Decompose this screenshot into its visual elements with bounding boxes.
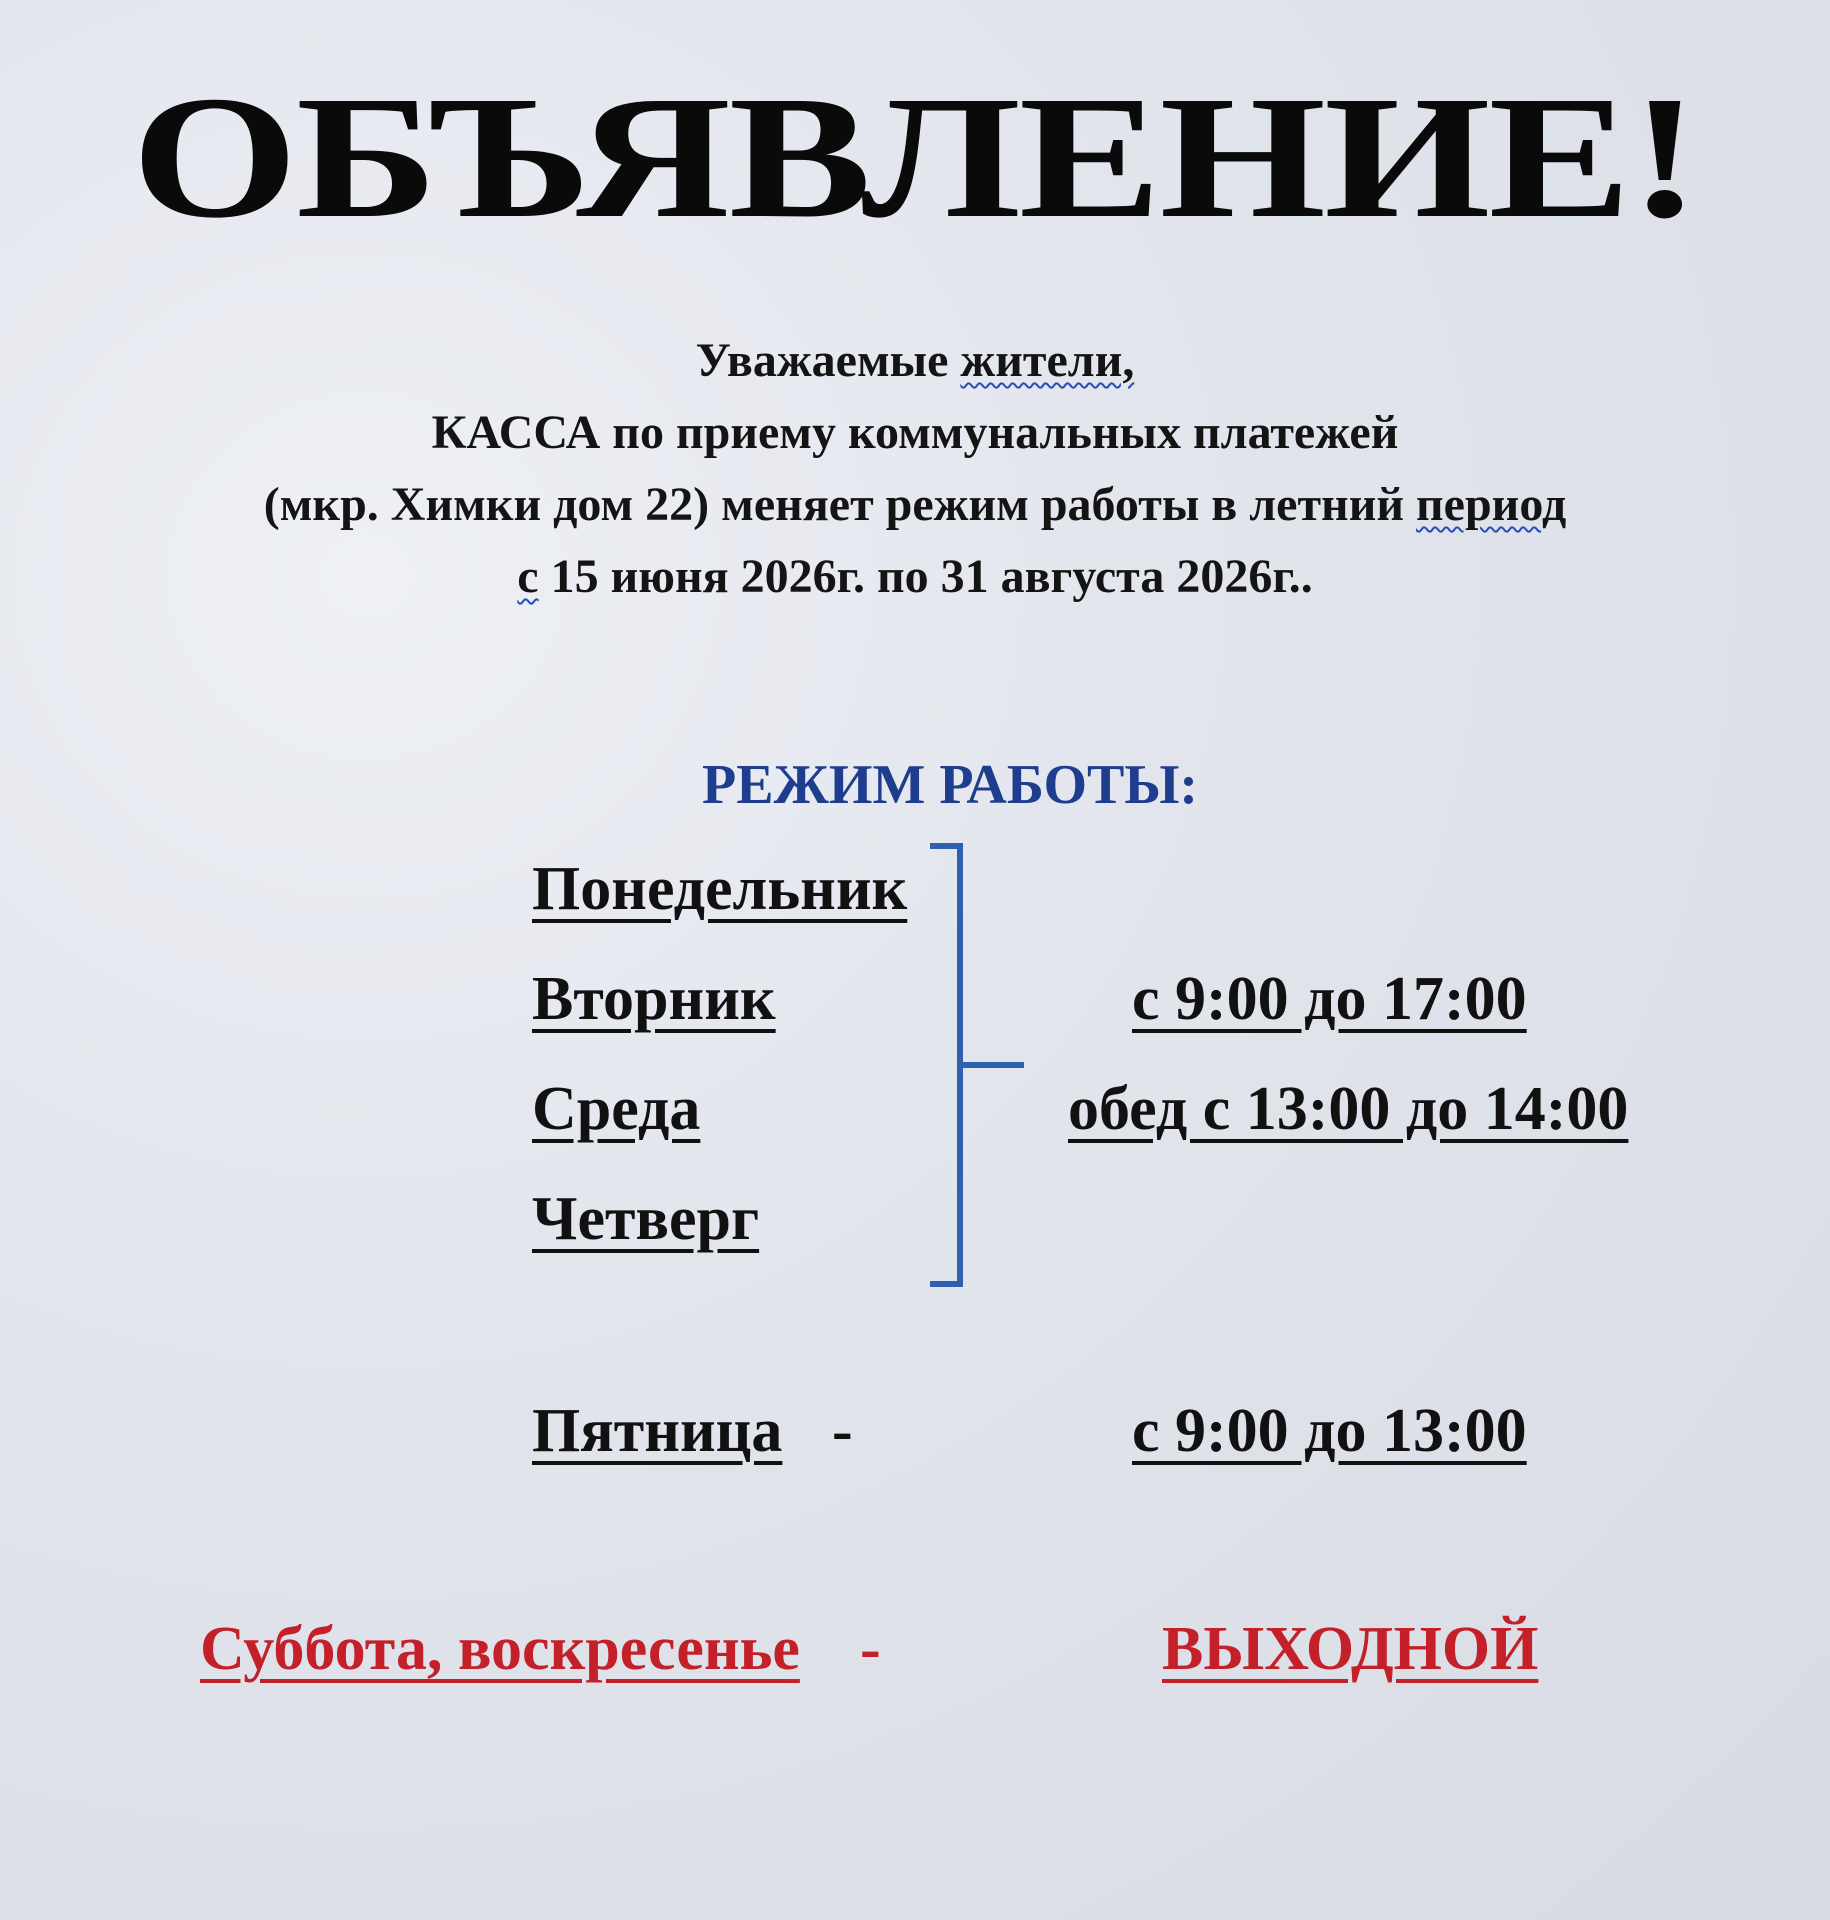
day-monday: Понедельник (532, 855, 908, 923)
greeting-line (0, 334, 1830, 387)
address-marked-word: период (1416, 478, 1567, 531)
schedule-heading: РЕЖИМ РАБОТЫ: (701, 754, 1198, 816)
friday-dash: - (832, 1397, 853, 1465)
friday-hours: с 9:00 до 13:00 (1132, 1397, 1527, 1465)
day-tuesday: Вторник (532, 965, 776, 1033)
weekend-days: Суббота, воскресенье (200, 1615, 800, 1683)
period-marked-word: с (517, 550, 539, 603)
weekend-status: ВЫХОДНОЙ (1162, 1615, 1539, 1683)
weekday-lunch: обед с 13:00 до 14:00 (1068, 1075, 1629, 1143)
greeting-text: Уважаемые (695, 334, 961, 387)
announcement-title: ОБЪЯВЛЕНИЕ! (131, 60, 1699, 255)
weekday-hours: с 9:00 до 17:00 (1132, 965, 1527, 1033)
period-line (0, 550, 1830, 603)
weekday-bracket (920, 840, 1030, 1290)
day-wednesday: Среда (532, 1075, 701, 1143)
address-text: (мкр. Химки дом 22) меняет режим работы в летний (263, 478, 1417, 531)
cashier-line: КАССА по приему коммунальных платежей (431, 406, 1399, 459)
greeting-marked-word: жители, (960, 334, 1135, 387)
day-thursday: Четверг (532, 1185, 760, 1253)
address-line (0, 478, 1830, 531)
weekend-dash: - (860, 1615, 881, 1683)
period-text: 15 июня 2026г. по 31 августа 2026г.. (538, 550, 1313, 603)
day-friday: Пятница (532, 1397, 783, 1465)
